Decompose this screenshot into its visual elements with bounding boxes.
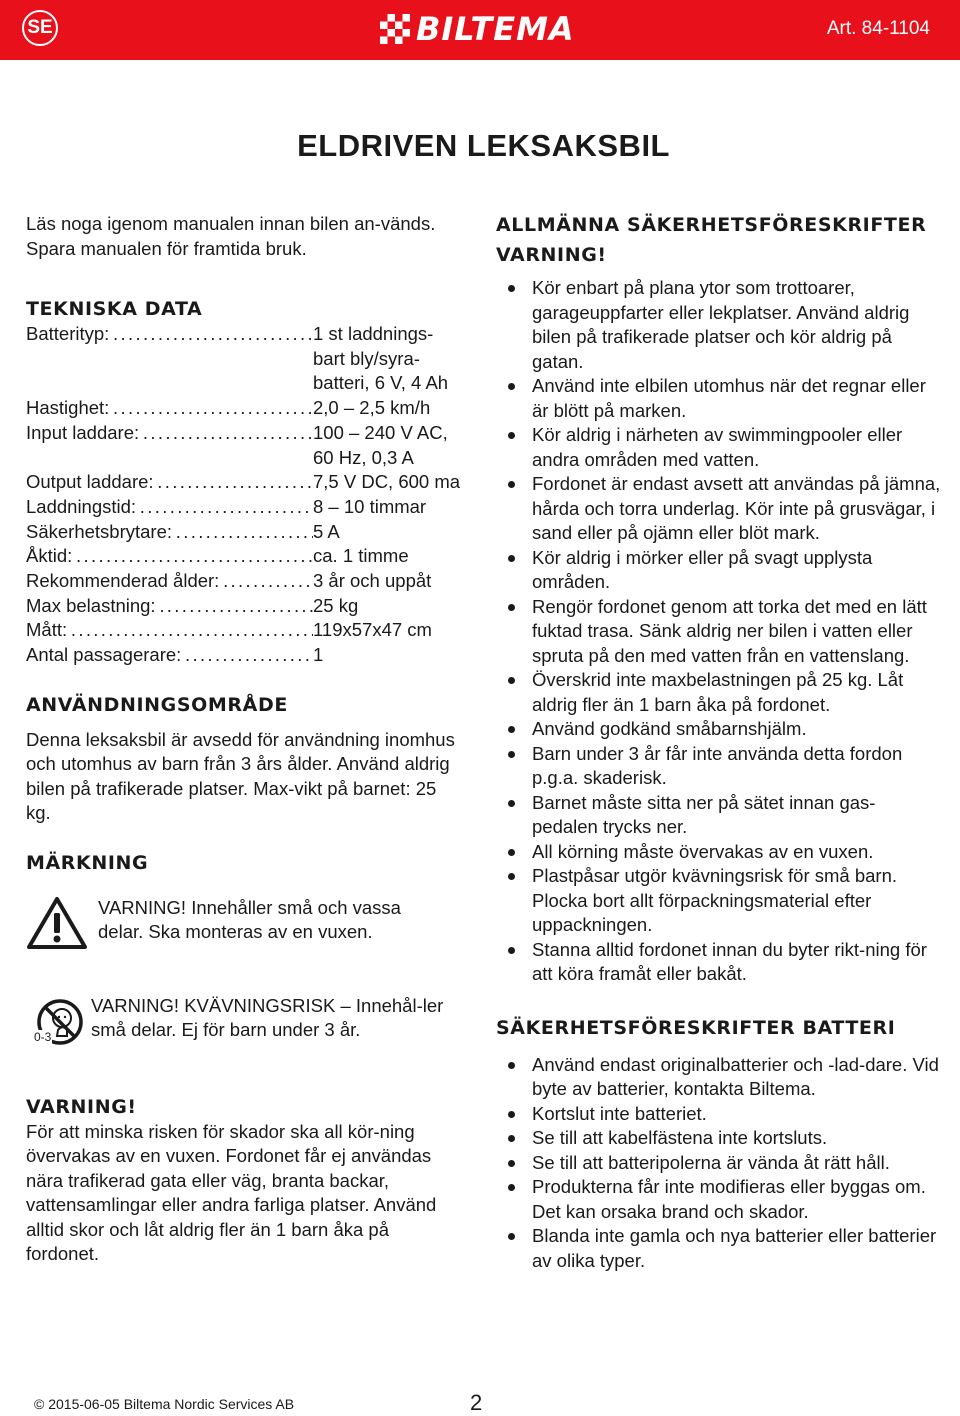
spec-label: Antal passagerare: . . . xyxy=(26,643,313,668)
spec-value: 1 st laddnings-bart bly/syra-batteri, 6 V, 4 Ah xyxy=(313,323,449,394)
intro-text: Läs noga igenom manualen innan bilen an-vänds. Spara manualen för framtida bruk. xyxy=(26,213,436,259)
spec-value: 1 xyxy=(313,644,324,666)
spec-label: Hastighet: . . . xyxy=(26,396,313,421)
varning-text: För att minska risken för skador ska all kör-ning övervakas av en vuxen. Fordonet får ej användas nära trafikerad gata eller väg, branta backar, vattensamlingar eller andra farliga platser. Använd alltid skor och låt aldrig fler än 1 barn åka på fordonet. xyxy=(26,1120,437,1265)
list-item: All körning måste övervakas av en vuxen. xyxy=(496,840,941,865)
spec-row xyxy=(26,618,466,643)
spec-row xyxy=(26,643,466,668)
list-item: Produkterna får inte modifieras eller byggas om. Det kan orsaka brand och skador. xyxy=(496,1175,941,1224)
spec-row xyxy=(26,544,466,569)
list-item: Kör aldrig i närheten av swimmingpooler eller andra områden med vatten. xyxy=(496,423,941,472)
document-title: ELDRIVEN LEKSAKSBIL xyxy=(297,128,670,163)
brand-name: BILTEMA xyxy=(416,10,575,48)
spec-row xyxy=(26,470,466,495)
spec-row xyxy=(26,569,466,594)
warning-choking-text: VARNING! KVÄVNINGSRISK – Innehål-ler små delar. Ej för barn under 3 år. xyxy=(91,994,444,1041)
warning-triangle-icon xyxy=(26,896,88,950)
list-item: Plastpåsar utgör kvävningsrisk för små barn. Plocka bort allt förpackningsmaterial efter uppackningen. xyxy=(496,864,941,938)
safety-heading: ALLMÄNNA SÄKERHETSFÖRESKRIFTER xyxy=(496,214,927,236)
marking-heading: MÄRKNING xyxy=(26,851,149,874)
page-number: 2 xyxy=(470,1390,483,1415)
spec-value: 8 – 10 timmar xyxy=(313,495,427,517)
article-number: Art. 84-1104 xyxy=(826,18,930,39)
list-item: Kortslut inte batteriet. xyxy=(496,1102,941,1127)
right-column xyxy=(496,212,941,1273)
spec-row xyxy=(26,495,466,520)
list-item: Överskrid inte maxbelastningen på 25 kg. Låt aldrig fler än 1 barn åka på fordonet. xyxy=(496,668,941,717)
list-item: Fordonet är endast avsett att användas på jämna, hårda och torra underlag. Kör inte på grusvägar, i sand eller på ojämn eller blöt mark. xyxy=(496,472,941,546)
spec-row xyxy=(26,396,466,421)
list-item: Se till att kabelfästena inte kortsluts. xyxy=(496,1126,941,1151)
header-bar xyxy=(0,0,960,60)
spec-row xyxy=(26,421,466,470)
list-item: Kör aldrig i mörker eller på svagt upplysta områden. xyxy=(496,546,941,595)
list-item: Rengör fordonet genom att torka det med en lätt fuktad trasa. Sänk aldrig ner bilen i vatten eller spruta på den med vatten från en vattenslang. xyxy=(496,595,941,669)
copyright: © 2015-06-05 Biltema Nordic Services AB xyxy=(34,1396,295,1412)
list-item: Barnet måste sitta ner på sätet innan gas-pedalen trycks ner. xyxy=(496,791,941,840)
safety-list xyxy=(496,276,941,987)
list-item: Blanda inte gamla och nya batterier eller batterier av olika typer. xyxy=(496,1224,941,1273)
usage-text: Denna leksaksbil är avsedd för användning inomhus och utomhus av barn från 3 års ålder. Använd aldrig bilen på trafikerade platser. Max-vikt på barnet: 25 kg. xyxy=(26,728,455,824)
spec-value: 25 kg xyxy=(313,594,359,616)
warning-choking xyxy=(26,994,466,1058)
spec-label: Batterityp: . . . xyxy=(26,322,313,396)
usage-heading: ANVÄNDNINGSOMRÅDE xyxy=(26,693,288,716)
spec-label: Åktid: . . . xyxy=(26,544,313,569)
spec-value: 2,0 – 2,5 km/h xyxy=(313,397,431,419)
spec-row xyxy=(26,594,466,619)
spec-label: Output laddare: . . . xyxy=(26,470,313,495)
spec-label: Säkerhetsbrytare: . . . xyxy=(26,520,313,545)
biltema-logo xyxy=(380,12,575,46)
spec-label: Laddningstid: . . . xyxy=(26,495,313,520)
list-item: Använd inte elbilen utomhus när det regnar eller är blött på marken. xyxy=(496,374,941,423)
warning-sharp-parts-text: VARNING! Innehåller små och vassa delar. Ska monteras av en vuxen. xyxy=(98,896,401,943)
spec-value: 5 A xyxy=(313,520,340,542)
age-restriction-icon xyxy=(26,994,86,1058)
safety-subheading: VARNING! xyxy=(496,244,607,266)
list-item: Använd endast originalbatterier och -lad-dare. Vid byte av batterier, kontakta Biltema. xyxy=(496,1053,941,1102)
warning-sharp-parts xyxy=(26,894,466,950)
age-icon-label: 0-3 xyxy=(34,1029,52,1044)
tech-spec-table xyxy=(26,322,466,668)
spec-row xyxy=(26,520,466,545)
spec-label: Max belastning: . . . xyxy=(26,594,313,619)
list-item: Barn under 3 år får inte använda detta fordon p.g.a. skaderisk. xyxy=(496,742,941,791)
left-column xyxy=(26,212,466,1267)
list-item: Kör enbart på plana ytor som trottoarer, garageuppfarter eller lekplatser. Använd aldrig bilen på trafikerade platser och kör aldrig på gatan. xyxy=(496,276,941,374)
battery-list xyxy=(496,1053,941,1274)
no-toddler-icon xyxy=(26,994,86,1054)
tech-heading: TEKNISKA DATA xyxy=(26,298,203,320)
spec-row xyxy=(26,322,466,396)
list-item: Stanna alltid fordonet innan du byter rikt-ning för att köra framåt eller bakåt. xyxy=(496,938,941,987)
battery-heading: SÄKERHETSFÖRESKRIFTER BATTERI xyxy=(496,1016,896,1039)
spec-value: 7,5 V DC, 600 ma xyxy=(313,471,461,493)
spec-label: Input laddare: . . . xyxy=(26,421,313,470)
spec-value: 119x57x47 cm xyxy=(313,619,432,641)
list-item: Se till att batteripolerna är vända åt rätt håll. xyxy=(496,1151,941,1176)
spec-label: Mått: . . . xyxy=(26,618,313,643)
list-item: Använd godkänd småbarnshjälm. xyxy=(496,717,941,742)
spec-label: Rekommenderad ålder: . . . xyxy=(26,569,313,594)
spec-value: ca. 1 timme xyxy=(313,545,409,567)
spec-value: 100 – 240 V AC, 60 Hz, 0,3 A xyxy=(313,421,448,468)
spec-value: 3 år och uppåt xyxy=(313,570,432,592)
country-badge: SE xyxy=(22,10,58,46)
checkered-flag-icon xyxy=(380,14,410,44)
varning-heading: VARNING! xyxy=(26,1095,137,1118)
